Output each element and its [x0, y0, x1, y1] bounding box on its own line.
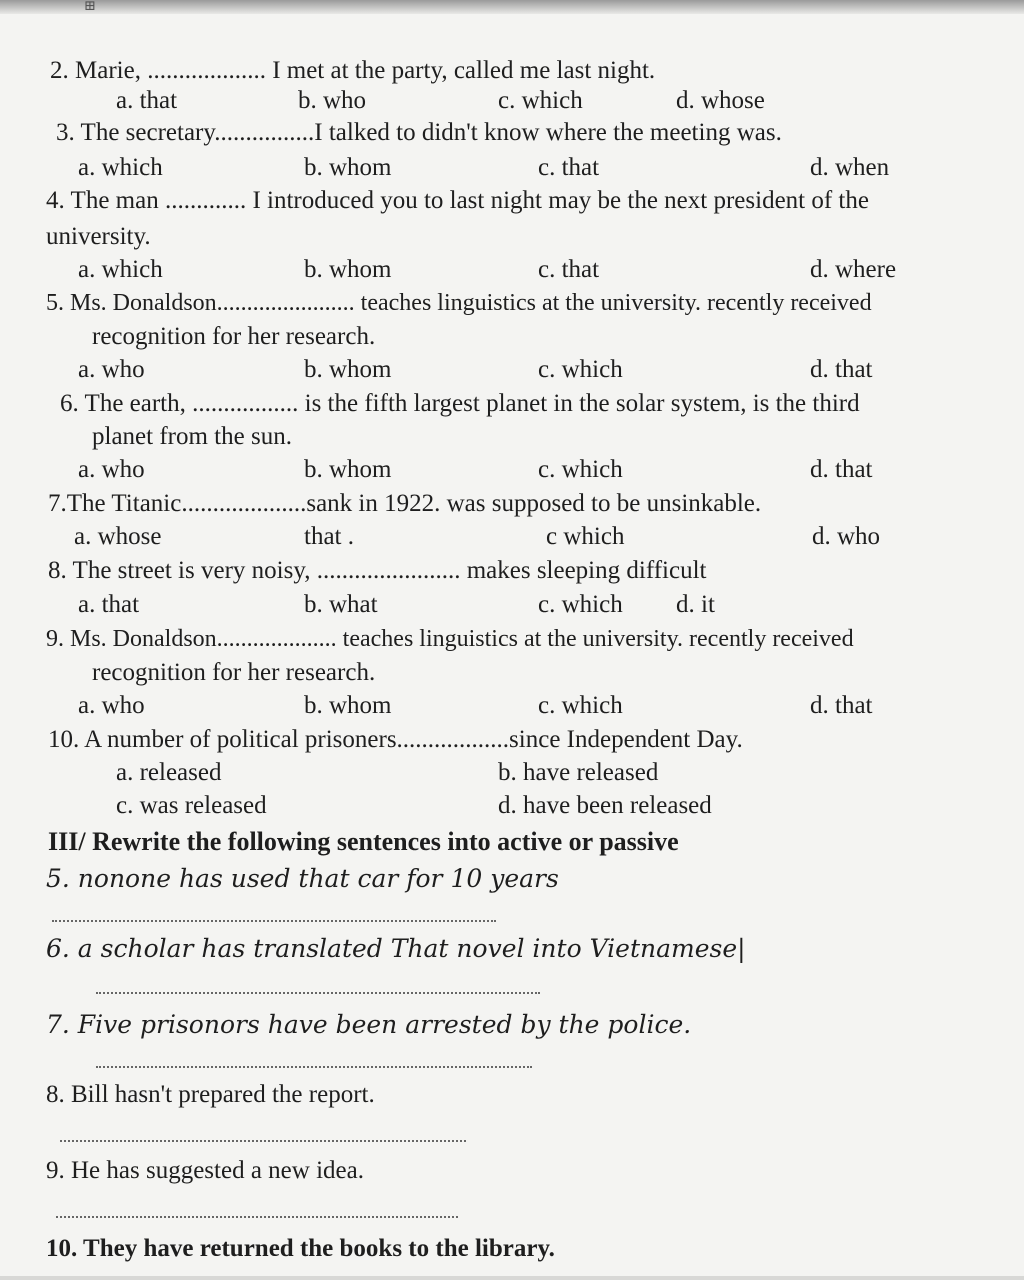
question-4-option-b: b. whom — [304, 256, 392, 283]
question-4-option-a: a. which — [78, 256, 163, 283]
answer-line-6 — [96, 992, 540, 994]
question-2-stem: 2. Marie, ................... I met at the party, called me last night. — [50, 57, 656, 84]
question-3-option-b: b. whom — [304, 154, 392, 181]
answer-line-7 — [96, 1066, 532, 1068]
question-8-option-a: a. that — [78, 591, 140, 618]
rewrite-item-8: 8. Bill hasn't prepared the report. — [46, 1081, 375, 1108]
question-5-option-c: c. which — [538, 356, 623, 383]
question-10-stem: 10. A number of political prisoners..................since Independent Day. — [48, 726, 743, 753]
question-5-stem: 5. Ms. Donaldson....................... teaches linguistics at the university. recently received — [46, 290, 872, 316]
bottom-edge — [0, 1276, 1024, 1280]
question-5-option-b: b. whom — [304, 356, 392, 383]
question-9-option-c: c. which — [538, 692, 623, 719]
question-9-stem: 9. Ms. Donaldson.................... teaches linguistics at the university. recently received — [46, 626, 854, 652]
question-4-stem-cont: university. — [46, 223, 151, 250]
question-7-option-c: c which — [546, 523, 625, 550]
question-6-stem: 6. The earth, ................. is the fifth largest planet in the solar system, is the third — [60, 390, 860, 417]
rewrite-item-10: 10. They have returned the books to the library. — [46, 1235, 555, 1262]
question-6-stem-cont: planet from the sun. — [92, 423, 292, 450]
rewrite-item-6: 6. a scholar has translated That novel into Vietnamese| — [46, 934, 746, 963]
rewrite-item-9: 9. He has suggested a new idea. — [46, 1157, 364, 1184]
question-6-option-d: d. that — [810, 456, 873, 483]
question-8-option-d: d. it — [676, 591, 715, 618]
question-3-option-a: a. which — [78, 154, 163, 181]
question-9-stem-cont: recognition for her research. — [92, 659, 376, 686]
question-2-option-c: c. which — [498, 87, 583, 114]
question-7-option-b: that . — [304, 523, 354, 550]
question-9-option-b: b. whom — [304, 692, 392, 719]
question-5-stem-cont: recognition for her research. — [92, 323, 376, 350]
question-2-option-a: a. that — [116, 87, 178, 114]
question-6-option-a: a. who — [78, 456, 145, 483]
question-4-option-c: c. that — [538, 256, 600, 283]
question-8-stem: 8. The street is very noisy, ....................... makes sleeping difficult — [48, 557, 707, 584]
question-2-option-d: d. whose — [676, 87, 765, 114]
answer-line-5 — [52, 920, 496, 922]
question-3-stem: 3. The secretary................I talked to didn't know where the meeting was. — [56, 119, 782, 146]
question-8-option-b: b. what — [304, 591, 378, 618]
corner-mark-icon: ⊞ — [84, 0, 96, 14]
section-3-heading: III/ Rewrite the following sentences into active or passive — [48, 827, 679, 856]
question-7-stem: 7.The Titanic....................sank in 1922. was supposed to be unsinkable. — [48, 490, 762, 517]
question-3-option-c: c. that — [538, 154, 600, 181]
question-10-option-d: d. have been released — [498, 792, 712, 819]
answer-line-9 — [56, 1216, 458, 1218]
question-6-option-c: c. which — [538, 456, 623, 483]
question-4-option-d: d. where — [810, 256, 897, 283]
question-8-option-c: c. which — [538, 591, 623, 618]
question-5-option-d: d. that — [810, 356, 873, 383]
question-7-option-a: a. whose — [74, 523, 162, 550]
question-10-option-a: a. released — [116, 759, 222, 786]
rewrite-item-5: 5. nonone has used that car for 10 years — [46, 864, 559, 893]
question-5-option-a: a. who — [78, 356, 145, 383]
question-6-option-b: b. whom — [304, 456, 392, 483]
question-10-option-c: c. was released — [116, 792, 267, 819]
rewrite-item-7: 7. Five prisonors have been arrested by the police. — [46, 1010, 692, 1039]
question-10-option-b: b. have released — [498, 759, 659, 786]
answer-line-8 — [60, 1140, 466, 1142]
question-3-option-d: d. when — [810, 154, 890, 181]
question-9-option-d: d. that — [810, 692, 873, 719]
question-7-option-d: d. who — [812, 523, 881, 550]
question-9-option-a: a. who — [78, 692, 145, 719]
question-2-option-b: b. who — [298, 87, 367, 114]
question-4-stem: 4. The man ............. I introduced you to last night may be the next president of the — [46, 187, 869, 214]
